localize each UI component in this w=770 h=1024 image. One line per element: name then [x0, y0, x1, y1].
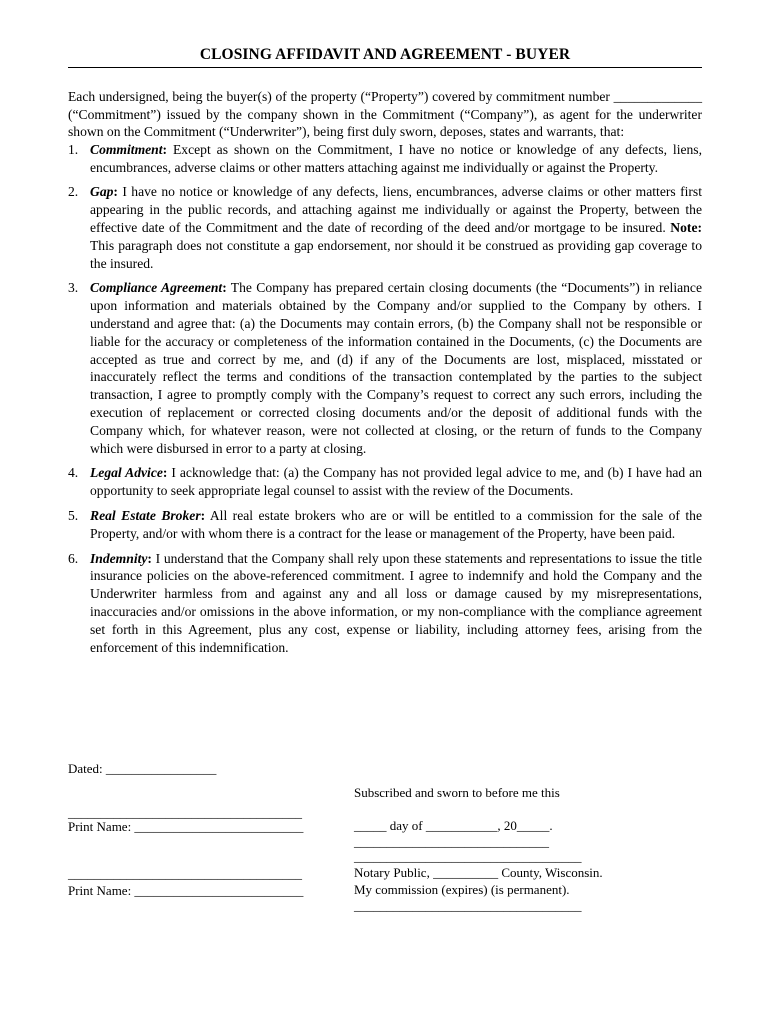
clause-heading-colon: :: [147, 550, 152, 566]
notary-commission: My commission (expires) (is permanent).: [354, 882, 570, 897]
clause-text: I acknowledge that: (a) the Company has not provided legal advice to me, and (b) I have had an opportunity to seek appropriate legal counsel to assist with the review of the Documents.: [90, 465, 702, 499]
clause-list: [68, 141, 702, 657]
clause-number: 5.: [68, 507, 79, 523]
note-label: Note:: [670, 219, 702, 235]
clause-text: I understand that the Company shall rely upon these statements and representations to issue the title insurance policies on the above-referenced commitment. I agree to indemnify and hold the Company and the Underwriter harmless from and against any and all loss or damage caused by my misrepresentations, inaccuracies and/or omissions in the above information, or my non-compliance with the compliance agreement set forth in this Agreement, plus any cost, expense or liability, including attorney fees, arising from the enforcement of this indemnification.: [90, 550, 702, 655]
notary-public-line: Notary Public, __________ County, Wisconsin.: [354, 865, 603, 880]
clause-heading: Real Estate Broker: [90, 507, 201, 523]
clause-number: 2.: [68, 184, 79, 200]
clause-heading: Gap: [90, 184, 114, 200]
notary-line-a: ______________________________: [354, 834, 549, 849]
clause-number: 6.: [68, 550, 79, 566]
clause-item: [68, 183, 702, 272]
note-text: This paragraph does not constitute a gap endorsement, nor should it be construed as providing gap coverage to the insured.: [90, 237, 702, 271]
clause-heading-colon: :: [162, 141, 168, 157]
notary-line-b: ___________________________________: [354, 849, 582, 864]
notary-subscribed: Subscribed and sworn to before me this: [354, 785, 560, 800]
document-page: [68, 46, 702, 663]
clause-item: [68, 141, 702, 177]
clause-heading-colon: :: [162, 465, 168, 481]
document-title: CLOSING AFFIDAVIT AND AGREEMENT - BUYER: [68, 46, 702, 68]
print-name-1: Print Name: __________________________: [68, 819, 304, 834]
clause-heading-colon: :: [200, 507, 206, 523]
clause-heading-colon: :: [113, 184, 118, 200]
signature-line-2: ____________________________________: [68, 866, 302, 881]
print-name-2: Print Name: __________________________: [68, 883, 304, 898]
clause-number: 3.: [68, 280, 79, 296]
clause-number: 1.: [68, 141, 79, 157]
clause-text: All real estate brokers who are or will be entitled to a commission for the sale of the Property, and/or with whom there is a contract for the lease or management of the Property, have been paid.: [90, 507, 702, 541]
clause-item: [68, 550, 702, 657]
signature-line-1: ____________________________________: [68, 805, 302, 820]
clause-text: I have no notice or knowledge of any defects, liens, encumbrances, adverse claims or other matters first appearing in the public records, and attaching against me individually or against the Property, between the effective date of the Commitment and the date of recording of the deed and/or mortgage to be insured.: [90, 184, 702, 235]
clause-heading: Compliance Agreement: [90, 280, 223, 296]
clause-item: [68, 279, 702, 457]
clause-item: [68, 507, 702, 543]
clause-heading: Commitment: [90, 141, 163, 157]
notary-line-c: ___________________________________: [354, 898, 582, 913]
clause-heading-colon: :: [222, 280, 227, 296]
clause-item: [68, 464, 702, 500]
notary-day-line: _____ day of ___________, 20_____.: [354, 818, 553, 833]
dated-line: Dated: _________________: [68, 761, 217, 776]
clause-text: The Company has prepared certain closing documents (the “Documents”) in reliance upon information and materials obtained by the Company and/or supplied to the Company by others. I understand and agree that: (a) the Documents may contain errors, (b) the Company shall not be responsible or liable for the accuracy or completeness of the information contained in the Documents, (c) the Documents are accepted as true and correct by me, and (d) if any of the Documents are lost, misplaced, misstated or inaccurately reflect the terms and conditions of the transaction contemplated by the parties to the subject transaction, I agree to promptly comply with the Company’s request to correct any such errors, including the execution of replacement or corrected closing documents and/or the deposit of additional funds with the Company which, for whatever reason, were not collected at closing, or the return of funds to the Company which were disbursed in error to a party at closing.: [90, 280, 702, 456]
clause-heading: Indemnity: [90, 550, 148, 566]
clause-text: Except as shown on the Commitment, I have no notice or knowledge of any defects, liens, encumbrances, adverse claims or other matters attaching against me individually or against the Property.: [90, 141, 702, 175]
intro-paragraph: Each undersigned, being the buyer(s) of the property (“Property”) covered by commitment number _____________ (“Commitment”) issued by the company shown in the Commitment (“Company”), as agent for the underwriter shown on the Commitment (“Underwriter”), being first duly sworn, deposes, states and warrants, that:: [68, 89, 702, 140]
clause-number: 4.: [68, 465, 79, 481]
clause-heading: Legal Advice: [90, 465, 163, 481]
